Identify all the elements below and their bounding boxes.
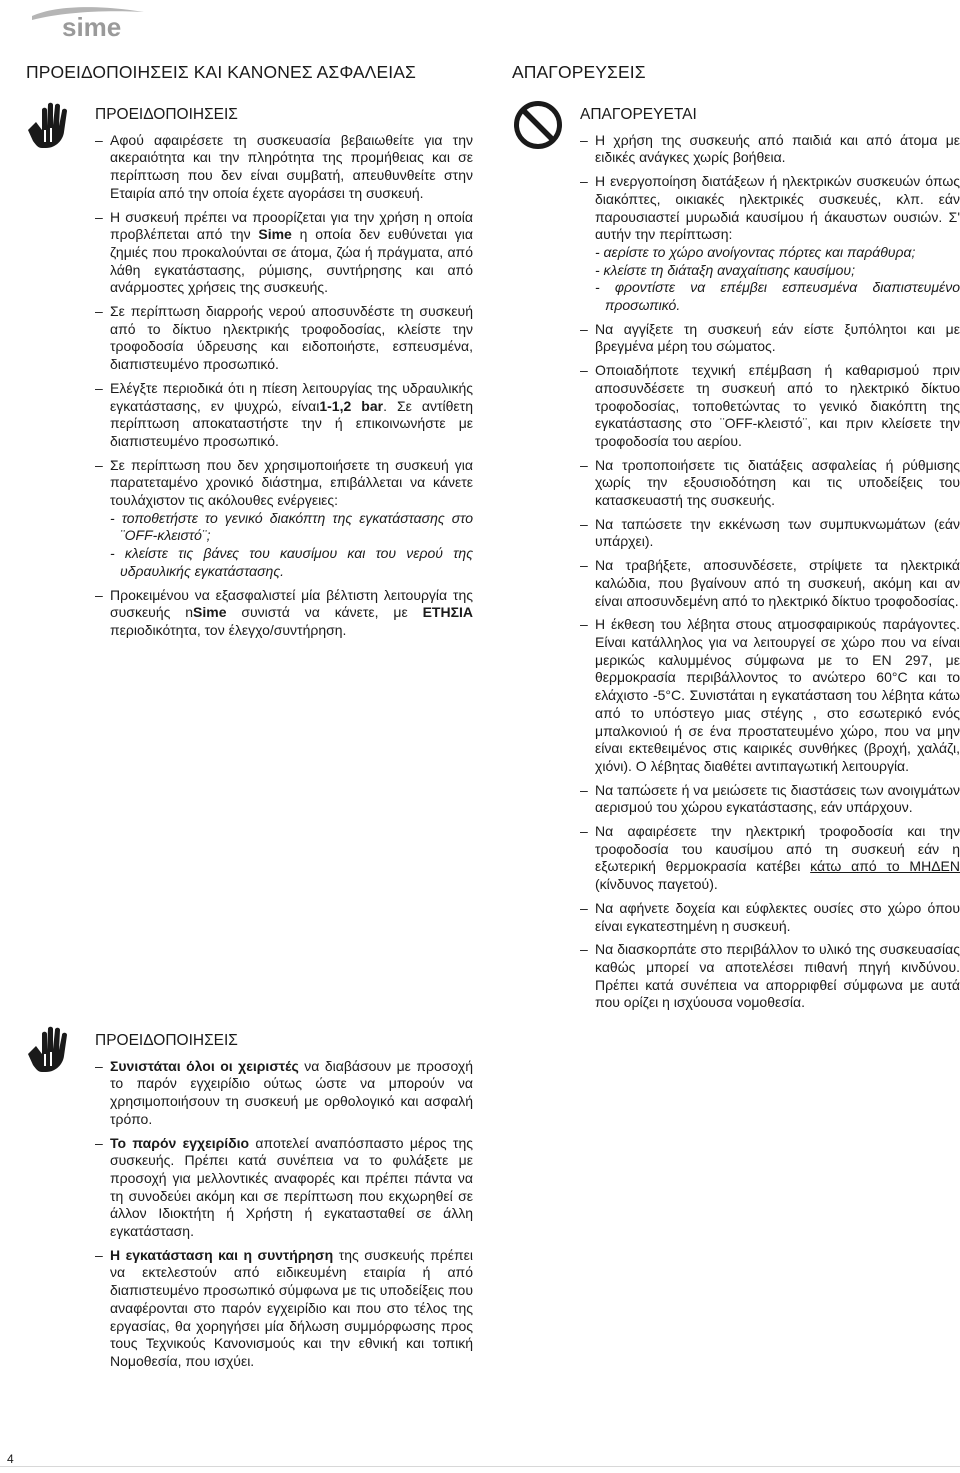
prohibited-section [580, 106, 960, 1018]
hand-stop-icon [24, 100, 80, 150]
list-item: – Να αγγίξετε τη συσκευή εάν είστε ξυπόλητοι και με βρεγμένα μέρη του σώματος. [580, 321, 960, 356]
footer-divider [0, 1466, 960, 1467]
logo-text: sime [62, 12, 122, 40]
list-item: – Να αφαιρέσετε την ηλεκτρική τροφοδοσία και την τροφοδοσία του καυσίμου από τη συσκευή εάν η εξωτερική θερμοκρασία κατέβει κάτω από το ΜΗΔΕΝ (κίνδυνος παγετού). [580, 823, 960, 894]
sub-item: - κλείστε τη διάταξη αναχαίτισης καυσίμου; [595, 261, 855, 278]
no-entry-icon [513, 100, 563, 150]
warnings-section-2 [95, 1032, 473, 1377]
section-title: ΑΠΑΓΟΡΕΥΕΤΑΙ [580, 106, 697, 123]
page-title-right: ΑΠΑΓΟΡΕΥΣΕΙΣ [512, 62, 646, 82]
section-title: ΠΡΟΕΙΔΟΠΟΙΗΣΕΙΣ [95, 106, 238, 123]
sub-item: - αερίστε το χώρο ανοίγοντας πόρτες και παράθυρα; [595, 243, 916, 260]
page-number: 4 [7, 1452, 14, 1466]
list-item: – Να ταπώσετε την εκκένωση των συμπυκνωμάτων (εάν υπάρχει). [580, 516, 960, 551]
list-item: – Να τραβήξετε, αποσυνδέσετε, στρίψετε τα ηλεκτρικά καλώδια, που βγαίνουν από τη συσκευή, ακόμη και αν είναι αποσυνδεμένη από το ηλεκτρικό δίκτυο τροφοδοσίας. [580, 557, 960, 610]
sub-item: - κλείστε τις βάνες του καυσίμου και του νερού της υδραυλικής εγκατάστασης. [110, 545, 473, 579]
list-item: – Να αφήνετε δοχεία και εύφλεκτες ουσίες στο χώρο όπου είναι εγκατεστημένη η συσκευή. [580, 900, 960, 935]
list-item: – Το παρόν εγχειρίδιο αποτελεί αναπόσπαστο μέρος της συσκευής. Πρέπει κατά συνέπεια να το φυλάξετε με προσοχή για μελλοντικές αναφορές και πρέπει πάντα να τη συνοδεύει ακόμη και σε περίπτωση που εκχωρηθεί σε άλλον Ιδιοκτήτη ή Χρήστη ή εγκατασταθεί σε άλλη εγκατάσταση. [95, 1135, 473, 1241]
list-item: – Η ενεργοποίηση διατάξεων ή ηλεκτρικών συσκευών όπως διακόπτες, οικιακές ηλεκτρικές συσκευές, κλπ. εάν παρουσιαστεί μυρωδιά καυσίμου ή άκαυστων ουσιών. Σ' αυτήν την περίπτωση: - αερίστε το χώρο ανοίγοντας πόρτες και παράθυρα; - κλείστε τη διάταξη αναχαίτισης καυσίμου; - φροντίστε να επέμβει εσπευσμένα διαπιστευμένο προσωπικό. [580, 173, 960, 315]
list-item: – Προκειμένου να εξασφαλιστεί μία βέλτιστη λειτουργία της συσκευής nSime συνιστά να κάνετε, με ΕΤΗΣΙΑ περιοδικότητα, τον έλεγχο/συντήρηση. [95, 587, 473, 640]
list-item: – Ελέγξτε περιοδικά ότι η πίεση λειτουργίας της υδραυλικής εγκατάστασης, εν ψυχρώ, είναι1-1,2 bar. Σε αντίθετη περίπτωση αποκαταστήστε την ή επικοινωνήστε με διαπιστευμένο προσωπικό. [95, 380, 473, 451]
list-item: – Αφού αφαιρέσετε τη συσκευασία βεβαιωθείτε για την ακεραιότητα και την πληρότητα της προμήθειας και σε περίπτωση που δεν είναι συμβατή, απευθυνθείτε στην Εταιρία από την οποία έχετε αγοράσει τη συσκευή. [95, 132, 473, 203]
sub-item: - φροντίστε να επέμβει εσπευσμένα διαπιστευμένο προσωπικό. [595, 279, 960, 314]
list-item: – Η εγκατάσταση και η συντήρηση της συσκευής πρέπει να εκτελεστούν από ειδικευμένη εταιρία ή από διαπιστευμένο προσωπικό σύμφωνα με τις υποδείξεις που αναφέρονται στο παρόν εγχειρίδιο και που στο τέλος της εργασίας, θα χορηγήσει μία δήλωση συμμόρφωσης προς τους Τεχνικούς Κανονισμούς και την εθνική και τοπική Νομοθεσία, που ισχύει. [95, 1247, 473, 1371]
section-title: ΠΡΟΕΙΔΟΠΟΙΗΣΕΙΣ [95, 1032, 238, 1049]
list-item: – Σε περίπτωση διαρροής νερού αποσυνδέστε τη συσκευή από το δίκτυο ηλεκτρικής τροφοδοσίας, κλείστε την τροφοδοσία ύδρευσης και ειδοποιήστε, εσπευσμένα, διαπιστευμένο προσωπικό. [95, 303, 473, 374]
page-title-left: ΠΡΟΕΙΔΟΠΟΙΗΣΕΙΣ ΚΑΙ ΚΑΝΟΝΕΣ ΑΣΦΑΛΕΙΑΣ [26, 62, 416, 82]
sub-item: - τοποθετήστε το γενικό διακόπτη της εγκατάστασης στο ¨OFF-κλειστό¨; [110, 509, 473, 544]
hand-stop-icon [24, 1024, 80, 1074]
list-item: – Η συσκευή πρέπει να προορίζεται για την χρήση η οποία προβλέπεται από την Sime η οποία δεν ευθύνεται για ζημιές που προκαλούνται σε άτομα, ζώα ή πράγματα, από λάθη εγκατάστασης, ρύμισης, συντήρησης και από ανάρμοστες χρήσεις της συσκευής. [95, 209, 473, 298]
list-item: – Να διασκορπάτε στο περιβάλλον το υλικό της συσκευασίας καθώς μπορεί να αποτελέσει πιθανή πηγή κινδύνου. Πρέπει κατά συνέπεια να απορριφθεί σύμφωνα με αυτά που ορίζει η ισχύουσα νομοθεσία. [580, 941, 960, 1012]
list-item: – Οποιαδήποτε τεχνική επέμβαση ή καθαρισμού πριν αποσυνδέσετε τη συσκευή από το ηλεκτρικό δίκτυο τροφοδοσίας, τοποθετώντας το γενικό διακόπτη της εγκατάστασης στο ¨OFF-κλειστό¨, και πριν κλείσετε την τροφοδοσία του αερίου. [580, 362, 960, 451]
list-item: – Η έκθεση του λέβητα στους ατμοσφαιρικούς παράγοντες. Είναι κατάλληλος για να λειτουργεί σε χώρο που να είναι μερικώς καλυμμένος σύμφωνα με το EN 297, με θερμοκρασία περιβάλλοντος το ανώτερο 60°C και το ελάχιστο -5°C. Συνιστάται η εγκατάσταση του λέβητα κάτω από το υπόστεγο μιας στέγης , στο εσωτερικό ενός μπαλκονιού ή σε ένα προστατευμένο χώρο, που να μην είναι εκτεθειμένος στις καιρικές συνθήκες (βροχή, χαλάζι, χιόνι). Ο λέβητας διαθέτει αντιπαγωτική λειτουργία. [580, 616, 960, 775]
list-item: – Να τροποποιήσετε τις διατάξεις ασφαλείας ή ρύθμισης χωρίς την εξουσιοδότηση και τις υποδείξεις του κατασκευαστή της συσκευής. [580, 457, 960, 510]
sime-logo [24, 6, 164, 40]
list-item: – Συνιστάται όλοι οι χειριστές να διαβάσουν με προσοχή το παρόν εγχειρίδιο ούτως ώστε να μπορούν να χρησιμοποιήσουν τη συσκευή με ορθολογικό και ασφαλή τρόπο. [95, 1058, 473, 1129]
list-item: – Σε περίπτωση που δεν χρησιμοποιήσετε τη συσκευή για παρατεταμένο χρονικό διάστημα, επιβάλλεται να κάνετε τουλάχιστον τις ακόλουθες ενέργειες: - τοποθετήστε το γενικό διακόπτη της εγκατάστασης στο ¨OFF-κλειστό¨; - κλείστε τις βάνες του καυσίμου και του νερού της υδραυλικής εγκατάστασης. [95, 457, 473, 581]
list-item: – Να ταπώσετε ή να μειώσετε τις διαστάσεις των ανοιγμάτων αερισμού του χώρου εγκατάστασης, εάν υπάρχουν. [580, 782, 960, 817]
warnings-section-1 [95, 106, 473, 646]
list-item: – Η χρήση της συσκευής από παιδιά και από άτομα με ειδικές ανάγκες χωρίς βοήθεια. [580, 132, 960, 167]
